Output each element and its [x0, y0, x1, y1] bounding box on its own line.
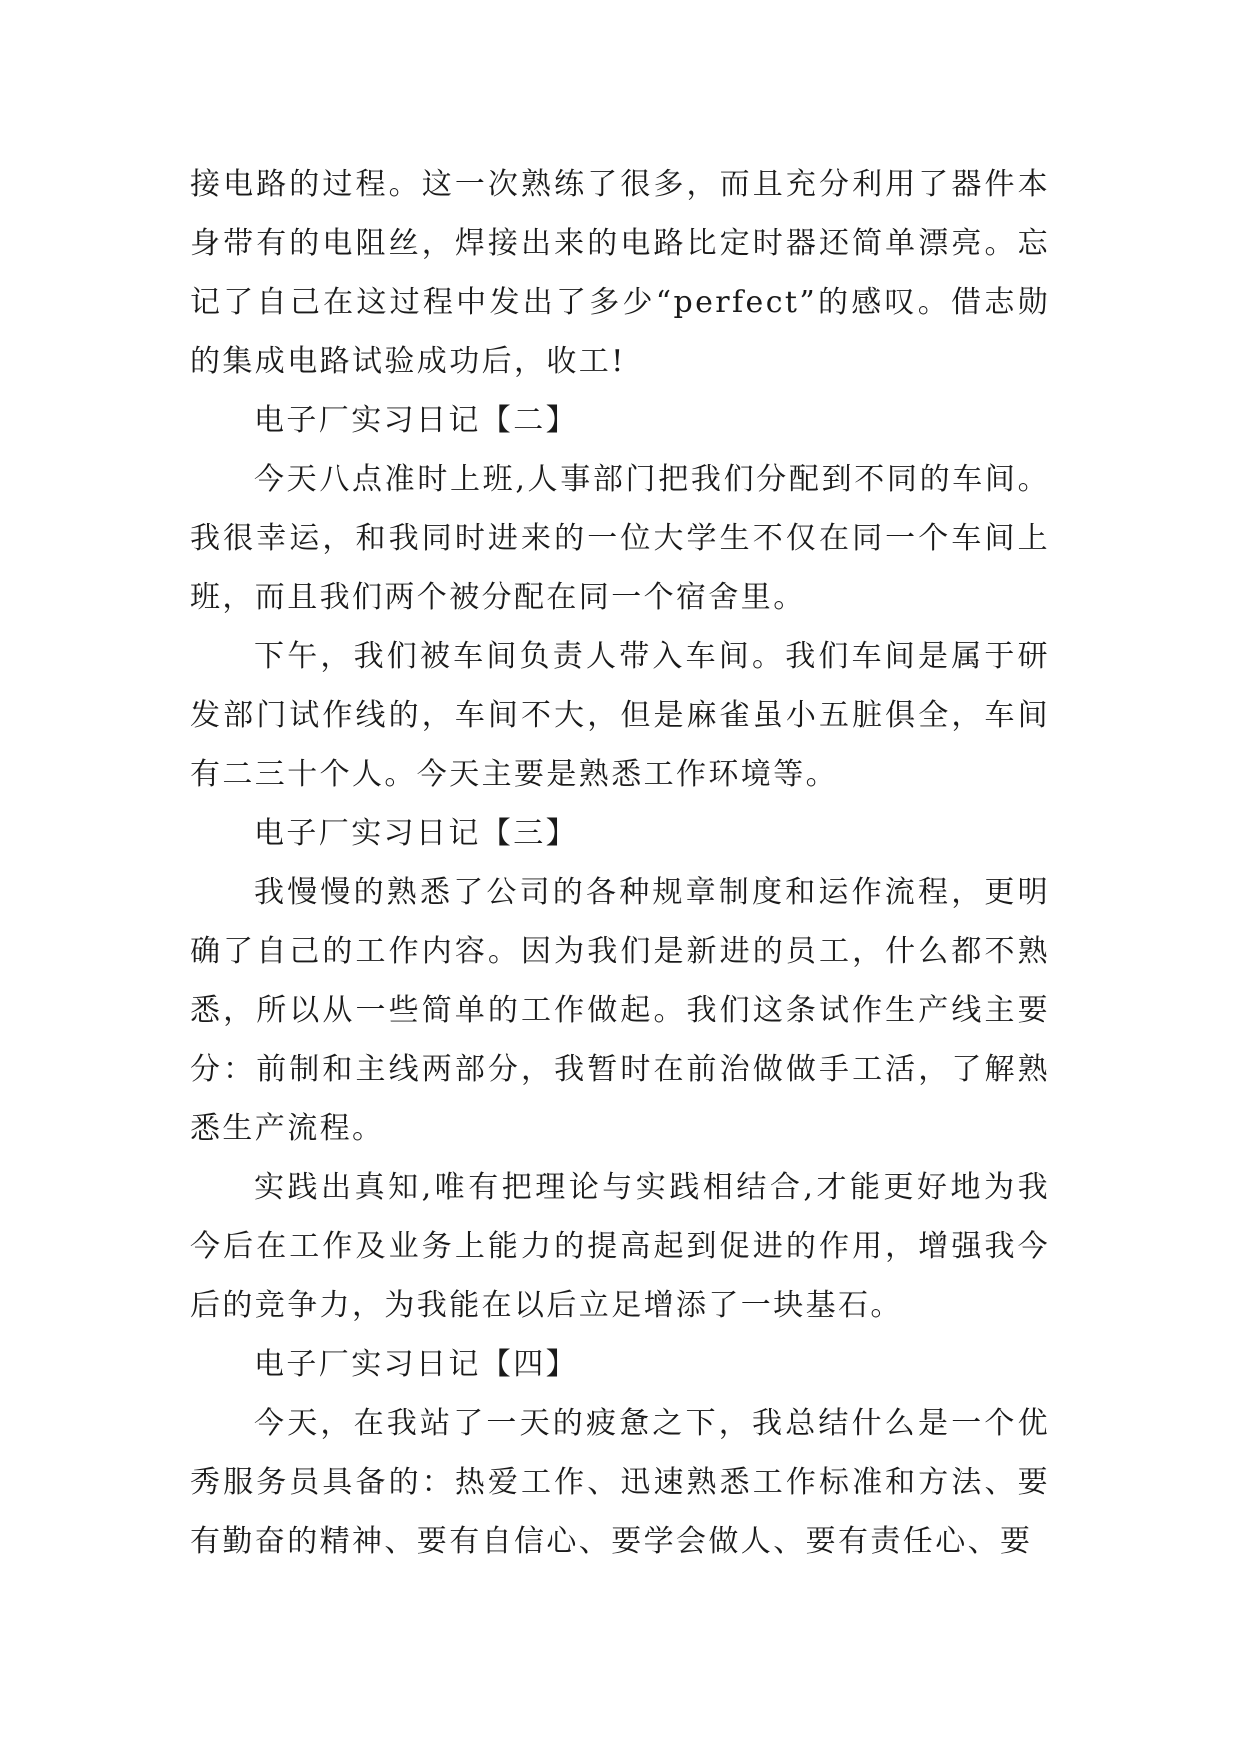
- section-heading-2: 电子厂实习日记【二】: [254, 403, 578, 438]
- paragraph: 今天八点准时上班,人事部门把我们分配到不同的车间。我很幸运，和我同时进来的一位大学生不仅在同一个车间上班，而且我们两个被分配在同一个宿舍里。: [190, 462, 1050, 615]
- paragraph: 今天，在我站了一天的疲惫之下，我总结什么是一个优秀服务员具备的：热爱工作、迅速熟悉工作标准和方法、要有勤奋的精神、要有自信心、要学会做人、要有责任心、要: [190, 1406, 1050, 1559]
- paragraph: 实践出真知,唯有把理论与实践相结合,才能更好地为我今后在工作及业务上能力的提高起到促进的作用，增强我今后的竞争力，为我能在以后立足增添了一块基石。: [190, 1170, 1050, 1323]
- paragraph: 下午，我们被车间负责人带入车间。我们车间是属于研发部门试作线的，车间不大，但是麻雀虽小五脏俱全，车间有二三十个人。今天主要是熟悉工作环境等。: [190, 639, 1050, 792]
- paragraph: 我慢慢的熟悉了公司的各种规章制度和运作流程，更明确了自己的工作内容。因为我们是新进的员工，什么都不熟悉，所以从一些简单的工作做起。我们这条试作生产线主要分：前制和主线两部分，我暂时在前治做做手工活，了解熟悉生产流程。: [190, 875, 1050, 1146]
- section-heading-4: 电子厂实习日记【四】: [254, 1347, 578, 1382]
- paragraph-continuation: 接电路的过程。这一次熟练了很多，而且充分利用了器件本身带有的电阻丝，焊接出来的电路比定时器还简单漂亮。忘记了自己在这过程中发出了多少“perfect”的感叹。借志勋的集成电路试验成功后，收工!: [190, 167, 1050, 379]
- document-body: [190, 155, 1050, 1571]
- section-heading-3: 电子厂实习日记【三】: [254, 816, 578, 851]
